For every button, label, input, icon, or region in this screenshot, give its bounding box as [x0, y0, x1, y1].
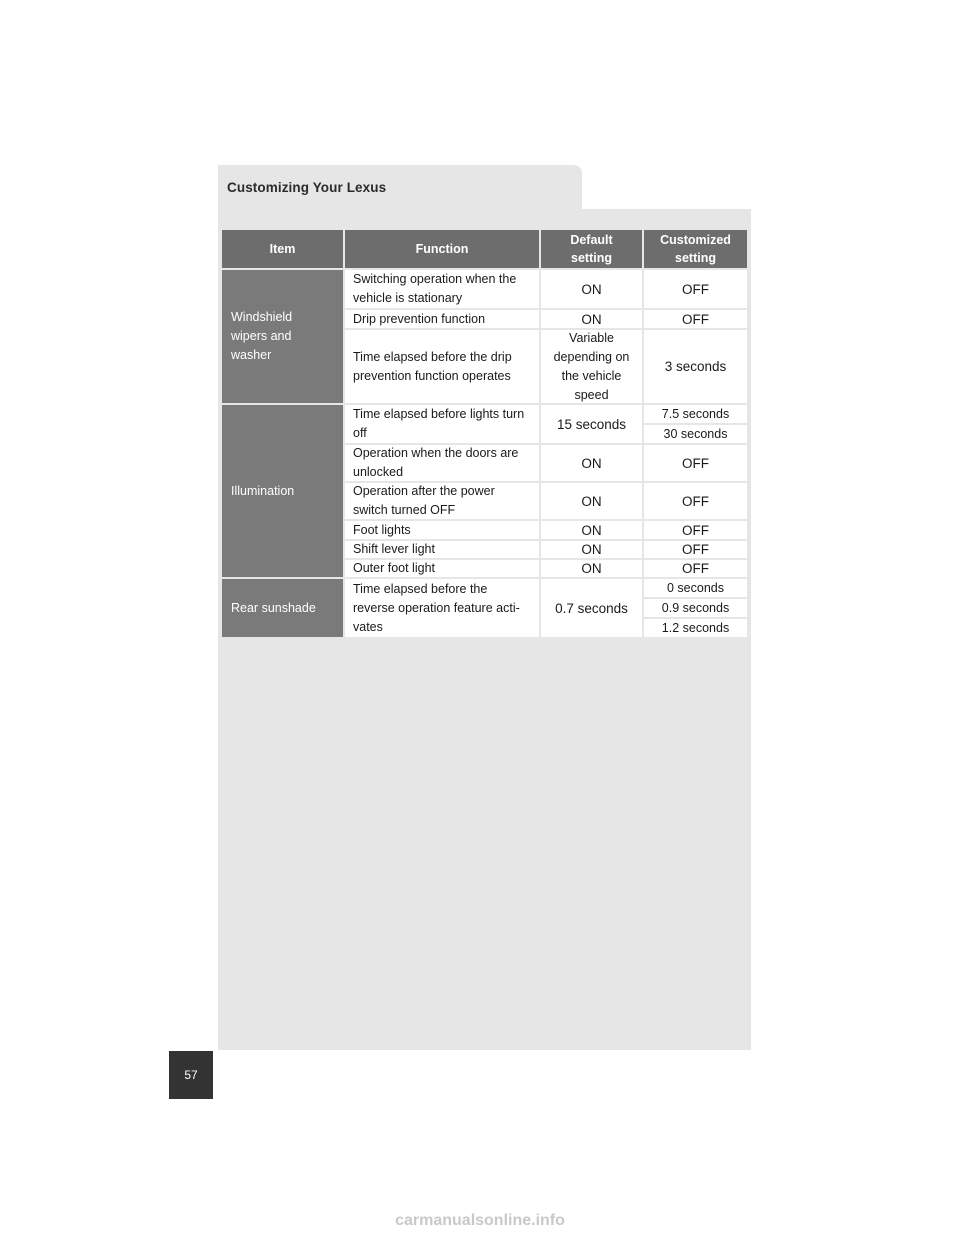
customized-cell: OFF [644, 445, 747, 481]
default-cell: ON [541, 541, 642, 558]
column-header-function: Function [345, 230, 539, 268]
customized-cell: OFF [644, 541, 747, 558]
default-cell: ON [541, 483, 642, 519]
customized-cell: OFF [644, 560, 747, 577]
function-cell: Drip prevention function [345, 310, 539, 328]
function-cell: Time elapsed before the drip prevention function operates [345, 330, 539, 403]
function-cell: Outer foot light [345, 560, 539, 577]
customized-cell: OFF [644, 483, 747, 519]
default-cell: 0.7 seconds [541, 579, 642, 637]
function-cell: Operation after the power switch turned OFF [345, 483, 539, 519]
watermark: carmanualsonline.info [395, 1212, 565, 1229]
column-header-item: Item [222, 230, 343, 268]
default-cell: ON [541, 270, 642, 308]
customized-cell: 1.2 seconds [644, 619, 747, 637]
customized-cell: 30 seconds [644, 425, 747, 443]
default-cell: Variable depending on the vehicle speed [541, 330, 642, 403]
customized-cell: OFF [644, 270, 747, 308]
function-cell: Time elapsed before lights turn off [345, 405, 539, 443]
default-cell: 15 seconds [541, 405, 642, 443]
customized-cell: OFF [644, 310, 747, 328]
item-windshield: Windshield wipers and washer [222, 270, 343, 403]
column-header-default: Default setting [541, 230, 642, 268]
customized-cell: 3 seconds [644, 330, 747, 403]
item-rear-sunshade: Rear sunshade [222, 579, 343, 637]
section-title: Customizing Your Lexus [227, 180, 387, 195]
default-cell: ON [541, 521, 642, 539]
function-cell: Time elapsed before the reverse operation feature acti-vates [345, 579, 539, 637]
customized-cell: OFF [644, 521, 747, 539]
customized-cell: 7.5 seconds [644, 405, 747, 423]
customized-cell: 0.9 seconds [644, 599, 747, 617]
customized-cell: 0 seconds [644, 579, 747, 597]
page-number: 57 [169, 1051, 213, 1099]
section-tab [218, 165, 582, 211]
default-cell: ON [541, 445, 642, 481]
function-cell: Operation when the doors are unlocked [345, 445, 539, 481]
item-illumination: Illumination [222, 405, 343, 577]
function-cell: Shift lever light [345, 541, 539, 558]
function-cell: Switching operation when the vehicle is stationary [345, 270, 539, 308]
default-cell: ON [541, 560, 642, 577]
function-cell: Foot lights [345, 521, 539, 539]
column-header-customized: Customized setting [644, 230, 747, 268]
default-cell: ON [541, 310, 642, 328]
